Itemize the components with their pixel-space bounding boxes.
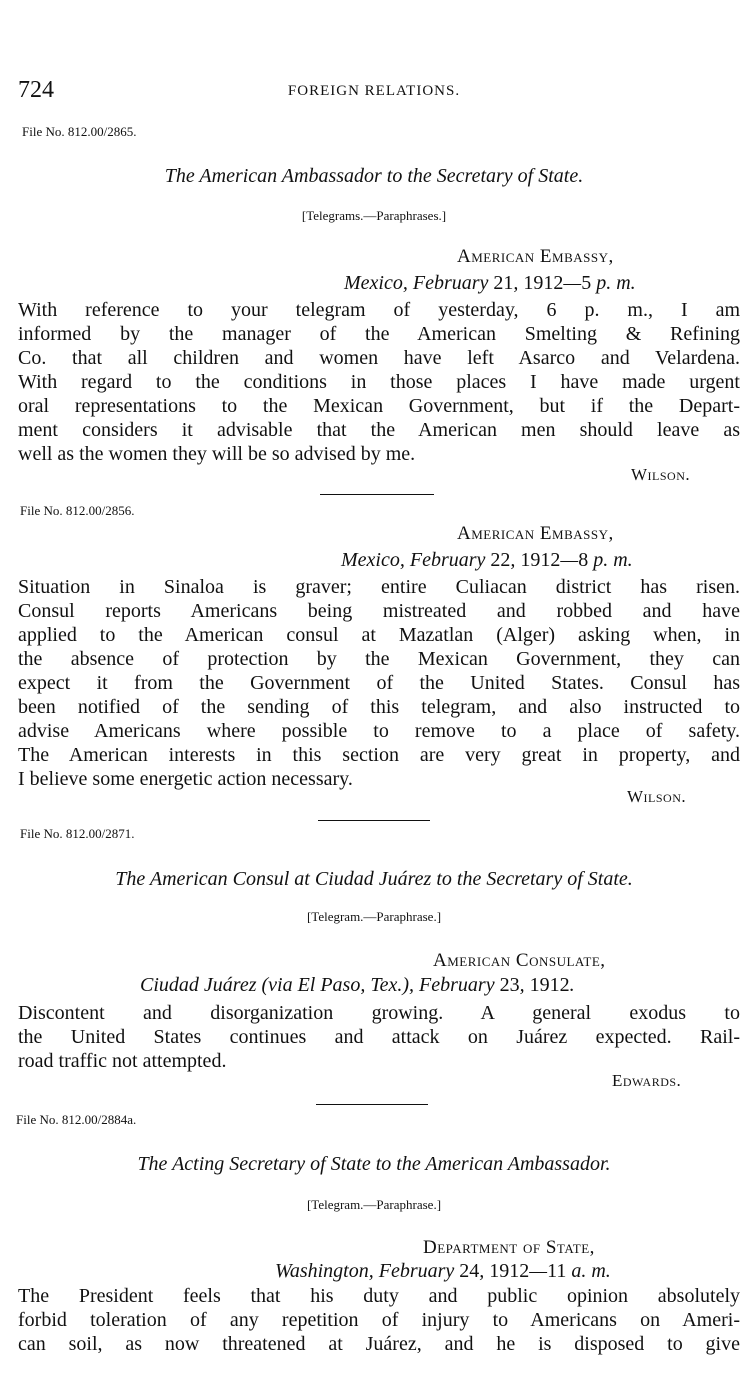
dateline-place: Department of State,: [423, 1237, 595, 1258]
dateline-date: Mexico, February 22, 1912—8 p. m.: [341, 549, 633, 571]
body-line: the United States continues and attack on Juárez expected. Rail-: [18, 1026, 740, 1048]
signature: Edwards.: [612, 1071, 682, 1090]
document-heading: The American Consul at Ciudad Juárez to the Secretary of State.: [115, 868, 633, 890]
file-number: File No. 812.00/2856.: [20, 503, 135, 518]
body-line: forbid toleration of any repetition of injury to Americans on Ameri-: [18, 1309, 740, 1331]
body-line: well as the women they will be so advised by me.: [18, 443, 416, 465]
page-number: 724: [18, 77, 54, 103]
body-line: With reference to your telegram of yesterday, 6 p. m., I am: [18, 299, 740, 321]
body-line: With regard to the conditions in those places I have made urgent: [18, 371, 740, 393]
body-line: Co. that all children and women have left Asarco and Velardena.: [18, 347, 740, 369]
body-line: The President feels that his duty and public opinion absolutely: [18, 1285, 740, 1307]
dateline-place: American Embassy,: [457, 523, 614, 544]
dateline-place: American Consulate,: [433, 950, 606, 971]
signature: Wilson.: [627, 787, 687, 806]
section-divider: [318, 820, 430, 821]
dateline-date: Ciudad Juárez (via El Paso, Tex.), February 23, 1912.: [140, 974, 575, 996]
body-line: Discontent and disorganization growing. A general exodus to: [18, 1002, 740, 1024]
body-line: expect it from the Government of the United States. Consul has: [18, 672, 740, 694]
body-line: Consul reports Americans being mistreated and robbed and have: [18, 600, 740, 622]
body-line: The American interests in this section are very great in property, and: [18, 744, 740, 766]
document-heading: The Acting Secretary of State to the American Ambassador.: [137, 1153, 611, 1175]
dateline-date: Mexico, February 21, 1912—5 p. m.: [344, 272, 636, 294]
body-line: oral representations to the Mexican Government, but if the Depart-: [18, 395, 740, 417]
dateline-place: American Embassy,: [457, 246, 614, 267]
file-number: File No. 812.00/2871.: [20, 826, 135, 841]
body-line: Situation in Sinaloa is graver; entire Culiacan district has risen.: [18, 576, 740, 598]
file-number: File No. 812.00/2884a.: [16, 1112, 137, 1127]
body-line: informed by the manager of the American Smelting & Refining: [18, 323, 740, 345]
signature: Wilson.: [631, 465, 691, 484]
section-divider: [316, 1104, 428, 1105]
running-head: FOREIGN RELATIONS.: [287, 83, 461, 99]
body-line: ment considers it advisable that the American men should leave as: [18, 419, 740, 441]
body-line: can soil, as now threatened at Juárez, and he is disposed to give: [18, 1333, 740, 1355]
telegram-body: [18, 1001, 740, 1073]
body-line: advise Americans where possible to remove to a place of safety.: [18, 720, 740, 742]
body-line: road traffic not attempted.: [18, 1050, 227, 1072]
telegram-body: [18, 298, 740, 466]
document-heading: The American Ambassador to the Secretary of State.: [164, 165, 584, 187]
telegram-body: [18, 575, 740, 791]
file-number: File No. 812.00/2865.: [22, 124, 137, 139]
body-line: applied to the American consul at Mazatlan (Alger) asking when, in: [18, 624, 740, 646]
document-note: [Telegram.—Paraphrase.]: [306, 909, 442, 924]
body-line: the absence of protection by the Mexican Government, they can: [18, 648, 740, 670]
document-note: [Telegram.—Paraphrase.]: [306, 1197, 442, 1212]
document-note: [Telegrams.—Paraphrases.]: [301, 208, 447, 223]
body-line: I believe some energetic action necessary.: [18, 768, 353, 790]
body-line: been notified of the sending of this telegram, and also instructed to: [18, 696, 740, 718]
section-divider: [320, 494, 434, 495]
telegram-body: [18, 1284, 740, 1356]
dateline-date: Washington, February 24, 1912—11 a. m.: [275, 1260, 611, 1282]
